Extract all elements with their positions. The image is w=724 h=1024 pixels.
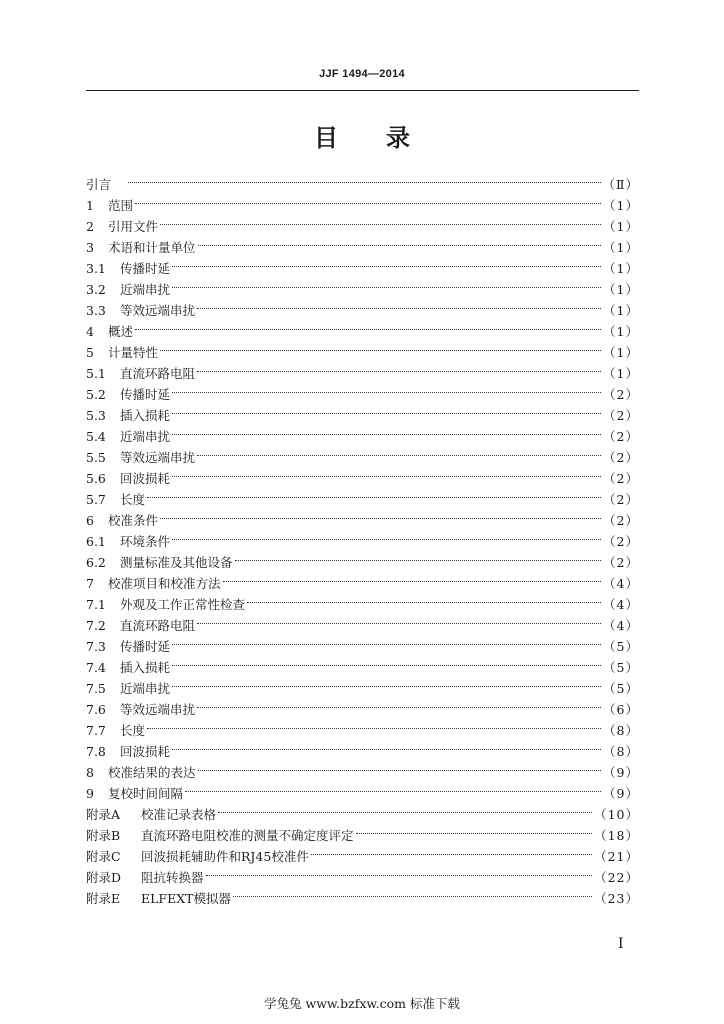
toc-entry-number: 5.1 (86, 366, 106, 381)
dot-leader (172, 672, 601, 693)
toc-entry-title: 范围 (108, 198, 134, 213)
dot-leader (135, 315, 601, 336)
dot-leader (172, 252, 601, 273)
toc-entry-title: 直流环路电阻 (120, 618, 196, 633)
toc-entry-title: 测量标准及其他设备 (120, 555, 233, 570)
table-of-contents (86, 168, 639, 906)
toc-entry-title: 校准记录表格 (141, 807, 217, 822)
toc-entry-number: 5.6 (86, 471, 106, 486)
toc-entry-number: 附录A (86, 807, 121, 822)
toc-entry-page: （9） (603, 786, 639, 801)
title-char-1: 目 (314, 123, 338, 152)
toc-entry-page: （2） (603, 450, 639, 465)
dot-leader (172, 378, 601, 399)
toc-entry[interactable] (86, 336, 639, 360)
dot-leader (218, 798, 592, 819)
toc-entry-number: 9 (86, 786, 94, 801)
toc-entry-number: 6 (86, 513, 94, 528)
toc-entry-page: （1） (603, 198, 639, 213)
toc-entry-number: 5.7 (86, 492, 106, 507)
toc-entry-number: 附录B (86, 828, 121, 843)
toc-entry-title: 插入损耗 (120, 660, 171, 675)
toc-entry-page: （8） (603, 723, 639, 738)
toc-entry-page: （2） (603, 408, 639, 423)
toc-entry-number: 1 (86, 198, 94, 213)
toc-entry[interactable] (86, 168, 639, 192)
toc-entry-page: （1） (603, 261, 639, 276)
toc-entry-title: 传播时延 (120, 261, 171, 276)
toc-entry-page: （4） (603, 597, 639, 612)
dot-leader (197, 441, 601, 462)
toc-entry-title: 外观及工作正常性检查 (120, 597, 246, 612)
toc-entry-title: 近端串扰 (120, 429, 171, 444)
toc-entry-title: 校准结果的表达 (108, 765, 196, 780)
toc-entry-number: 8 (86, 765, 94, 780)
toc-entry-number: 6.1 (86, 534, 106, 549)
dot-leader (172, 273, 601, 294)
footer-watermark: 学兔兔 www.bzfxw.com 标准下载 (264, 996, 460, 1011)
toc-entry-title: 长度 (120, 723, 146, 738)
toc-entry-title: 环境条件 (120, 534, 171, 549)
toc-entry-title: 近端串扰 (120, 282, 171, 297)
dot-leader (197, 357, 601, 378)
dot-leader (233, 882, 592, 903)
dot-leader (172, 735, 601, 756)
toc-entry-title: 长度 (120, 492, 146, 507)
toc-entry-page: （2） (603, 492, 639, 507)
dot-leader (160, 504, 601, 525)
page-number: I (618, 936, 624, 952)
toc-entry-page: （6） (603, 702, 639, 717)
toc-entry[interactable] (86, 483, 639, 507)
dot-leader (198, 756, 602, 777)
toc-entry-number: 7.4 (86, 660, 106, 675)
dot-leader (160, 336, 601, 357)
toc-entry-number: 5.3 (86, 408, 106, 423)
title-char-2: 录 (386, 123, 410, 152)
dot-leader (197, 294, 601, 315)
toc-entry-page: （1） (603, 366, 639, 381)
toc-entry-number: 2 (86, 219, 94, 234)
dot-leader (235, 546, 602, 567)
header-rule (86, 90, 639, 91)
toc-entry-page: （2） (603, 534, 639, 549)
toc-entry-number: 7.2 (86, 618, 106, 633)
toc-entry-number: 3 (86, 240, 94, 255)
toc-entry-page: （1） (603, 303, 639, 318)
toc-entry-title: 直流环路电阻校准的测量不确定度评定 (141, 828, 354, 843)
toc-entry-number: 3.3 (86, 303, 106, 318)
toc-entry-page: （2） (603, 513, 639, 528)
dot-leader (311, 840, 592, 861)
toc-entry-title: 校准条件 (108, 513, 159, 528)
toc-entry-number: 5.4 (86, 429, 106, 444)
toc-entry-page: （5） (603, 660, 639, 675)
toc-entry-number: 7.5 (86, 681, 106, 696)
toc-entry-number: 5.5 (86, 450, 106, 465)
dot-leader (172, 420, 601, 441)
toc-entry-page: （1） (603, 345, 639, 360)
toc-entry-title: 阻抗转换器 (141, 870, 204, 885)
dot-leader (147, 714, 601, 735)
toc-entry-title: 插入损耗 (120, 408, 171, 423)
toc-entry-title: 术语和计量单位 (108, 240, 196, 255)
toc-entry-number: 引言 (86, 177, 112, 192)
toc-entry-page: （18） (594, 828, 639, 843)
toc-entry-number: 3.1 (86, 261, 106, 276)
toc-entry-page: （1） (603, 240, 639, 255)
dot-leader (197, 693, 601, 714)
toc-entry-title: 校准项目和校准方法 (108, 576, 221, 591)
toc-entry-page: （1） (603, 324, 639, 339)
toc-entry-title: 直流环路电阻 (120, 366, 196, 381)
dot-leader (223, 567, 602, 588)
toc-entry-page: （4） (603, 618, 639, 633)
toc-entry-page: （4） (603, 576, 639, 591)
toc-entry-page: （Ⅱ） (602, 177, 639, 192)
toc-entry[interactable] (86, 231, 639, 255)
toc-entry-page: （1） (603, 219, 639, 234)
dot-leader (172, 399, 601, 420)
toc-entry-title: 概述 (108, 324, 134, 339)
toc-entry-page: （5） (603, 681, 639, 696)
toc-entry-title: 回波损耗 (120, 471, 171, 486)
page-title (0, 118, 724, 153)
toc-entry-number: 附录C (86, 849, 121, 864)
toc-entry[interactable] (86, 735, 639, 759)
toc-entry-number: 7 (86, 576, 94, 591)
dot-leader (160, 210, 601, 231)
toc-entry-title: 回波损耗辅助件和RJ45校准件 (141, 849, 309, 864)
toc-entry-number: 3.2 (86, 282, 106, 297)
dot-leader (128, 168, 601, 189)
toc-entry-page: （21） (594, 849, 639, 864)
toc-entry[interactable] (86, 504, 639, 528)
dot-leader (356, 819, 593, 840)
toc-entry-title: 等效远端串扰 (120, 303, 196, 318)
standard-code-header: JJF 1494—2014 (319, 68, 405, 80)
dot-leader (135, 189, 601, 210)
toc-entry[interactable] (86, 525, 639, 549)
dot-leader (172, 630, 601, 651)
toc-entry-page: （2） (603, 471, 639, 486)
toc-entry-page: （10） (594, 807, 639, 822)
toc-entry-title: 等效远端串扰 (120, 450, 196, 465)
toc-entry[interactable] (86, 315, 639, 339)
toc-entry-number: 7.3 (86, 639, 106, 654)
toc-entry-title: 计量特性 (108, 345, 159, 360)
dot-leader (185, 777, 601, 798)
dot-leader (198, 231, 602, 252)
toc-entry-number: 7.6 (86, 702, 106, 717)
toc-entry-number: 6.2 (86, 555, 106, 570)
toc-entry-page: （2） (603, 429, 639, 444)
toc-entry-page: （1） (603, 282, 639, 297)
toc-entry-title: 近端串扰 (120, 681, 171, 696)
toc-entry-title: 复校时间间隔 (108, 786, 184, 801)
toc-entry-title: 回波损耗 (120, 744, 171, 759)
toc-entry-page: （8） (603, 744, 639, 759)
dot-leader (147, 483, 601, 504)
toc-entry-page: （2） (603, 555, 639, 570)
toc-entry-number: 附录D (86, 870, 122, 885)
toc-entry[interactable] (86, 714, 639, 738)
toc-entry[interactable] (86, 210, 639, 234)
toc-entry-title: 引用文件 (108, 219, 159, 234)
toc-entry-number: 4 (86, 324, 94, 339)
dot-leader (172, 462, 601, 483)
dot-leader (197, 609, 601, 630)
toc-entry-number: 5.2 (86, 387, 106, 402)
toc-entry-number: 7.1 (86, 597, 106, 612)
toc-entry-page: （5） (603, 639, 639, 654)
dot-leader (247, 588, 601, 609)
toc-entry[interactable] (86, 189, 639, 213)
toc-entry[interactable] (86, 357, 639, 381)
toc-entry-page: （2） (603, 387, 639, 402)
dot-leader (172, 525, 601, 546)
toc-entry-number: 7.8 (86, 744, 106, 759)
toc-entry-page: （9） (603, 765, 639, 780)
toc-entry-title: 等效远端串扰 (120, 702, 196, 717)
toc-entry-page: （22） (594, 870, 639, 885)
toc-entry-number: 7.7 (86, 723, 106, 738)
toc-entry-number: 5 (86, 345, 94, 360)
dot-leader (206, 861, 593, 882)
toc-entry-title: 传播时延 (120, 387, 171, 402)
toc-entry-number: 附录E (86, 891, 121, 906)
dot-leader (172, 651, 601, 672)
toc-entry-title: ELFEXT模拟器 (141, 891, 231, 906)
toc-entry-page: （23） (594, 891, 639, 906)
toc-entry-title: 传播时延 (120, 639, 171, 654)
